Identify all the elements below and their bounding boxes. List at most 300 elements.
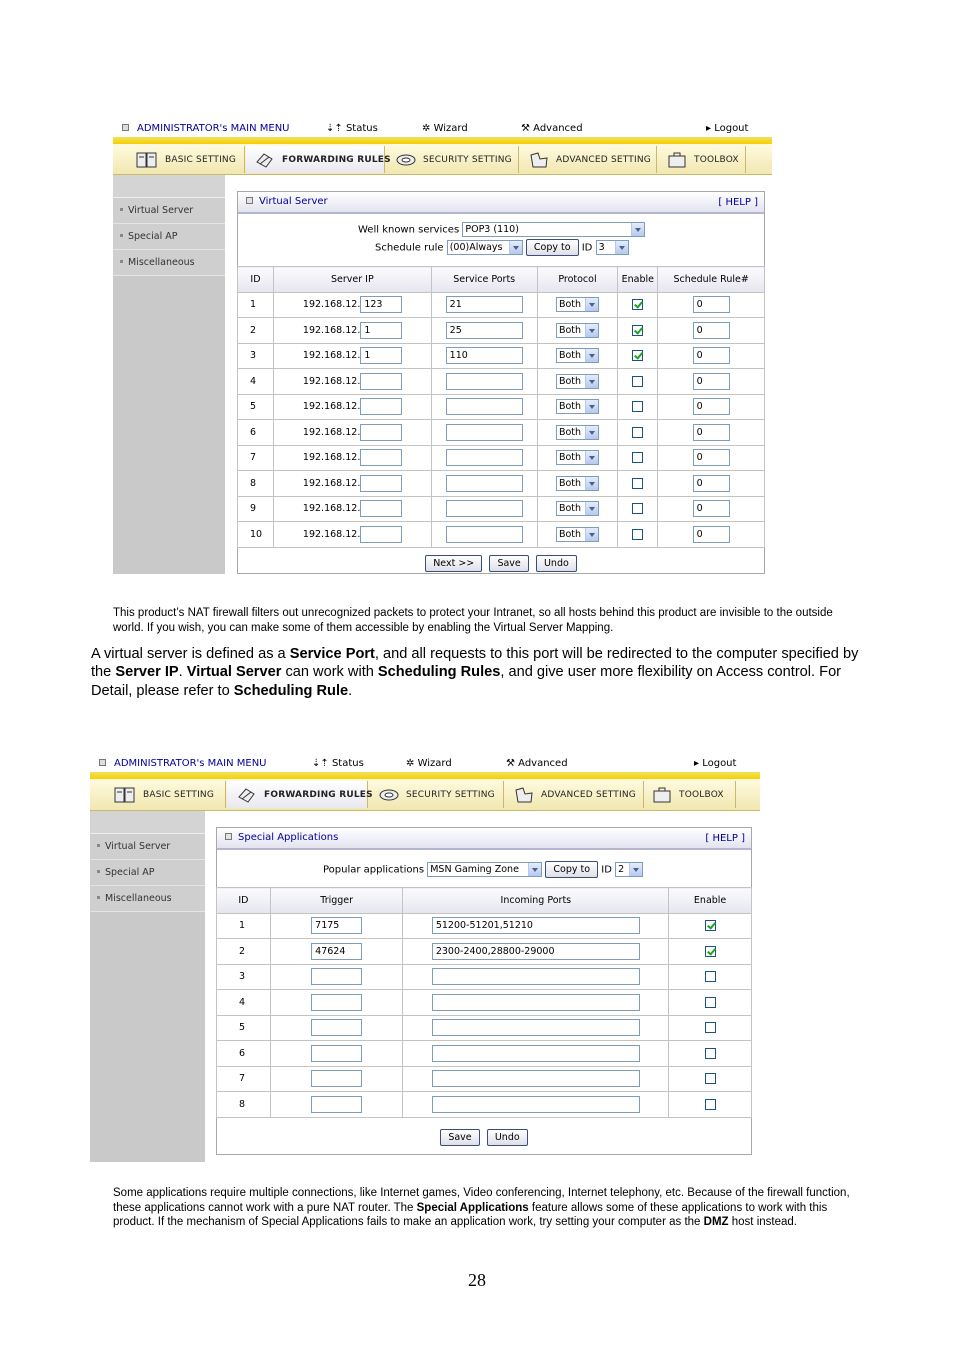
logout-label: Logout (714, 123, 749, 134)
tab-security-label: SECURITY SETTING (423, 154, 512, 165)
trigger-input[interactable] (311, 1096, 362, 1113)
enable-cell (618, 394, 658, 420)
server-ip-input[interactable]: 1 (360, 322, 402, 339)
row-id: 4 (238, 369, 274, 395)
security-icon (395, 150, 417, 170)
enable-checkbox[interactable] (632, 376, 643, 387)
server-ip-cell (273, 496, 431, 522)
tab-bar (90, 779, 760, 811)
tab-security-setting[interactable] (386, 146, 519, 173)
server-ip-cell (273, 343, 431, 369)
incoming-ports-cell (403, 1015, 669, 1041)
server-ip-cell (273, 522, 431, 548)
enable-checkbox[interactable] (705, 946, 716, 957)
paragraph-text: , and all requests to this port will be redirected to the computer specified by the (91, 646, 859, 681)
sidebar-item-miscellaneous[interactable] (113, 250, 225, 276)
wizard-link[interactable] (422, 123, 468, 134)
server-ip-cell (273, 471, 431, 497)
bullet-icon (97, 844, 100, 847)
dropdown-arrow-icon (528, 863, 541, 876)
enable-checkbox[interactable] (632, 529, 643, 540)
caption-bold: Special Applications (416, 1201, 529, 1214)
trigger-input[interactable] (311, 994, 362, 1011)
protocol-cell (537, 420, 618, 446)
incoming-ports-input[interactable] (432, 1045, 640, 1062)
schedule-rule-input[interactable]: 0 (693, 398, 730, 415)
sidebar-item-label: Virtual Server (128, 205, 194, 216)
undo-button[interactable]: Undo (536, 555, 577, 572)
dropdown-arrow-icon (509, 241, 522, 254)
server-ip-input[interactable]: 1 (360, 347, 402, 364)
save-button[interactable]: Save (489, 555, 528, 572)
undo-button[interactable]: Undo (487, 1129, 528, 1146)
trigger-cell (270, 913, 403, 939)
protocol-value: Both (558, 528, 582, 540)
row-id: 9 (238, 496, 274, 522)
enable-cell (618, 420, 658, 446)
schedule-rule-input[interactable]: 0 (693, 475, 730, 492)
well-known-row (358, 222, 645, 237)
service-ports-cell (431, 471, 537, 497)
server-ip-input[interactable] (360, 449, 402, 466)
enable-checkbox[interactable] (705, 1048, 716, 1059)
protocol-cell (537, 343, 618, 369)
enable-cell (618, 369, 658, 395)
book-icon (113, 785, 137, 805)
ip-prefix: 192.168.12. (302, 401, 361, 413)
incoming-ports-cell (403, 1066, 669, 1092)
table-row (238, 292, 765, 318)
enable-checkbox[interactable] (632, 325, 643, 336)
well-known-select[interactable] (462, 222, 645, 237)
enable-checkbox[interactable] (632, 478, 643, 489)
trigger-input[interactable] (311, 1045, 362, 1062)
schedule-rule-cell (658, 471, 765, 497)
server-ip-input[interactable] (360, 424, 402, 441)
bullet-icon (120, 260, 123, 263)
row-id: 1 (238, 292, 274, 318)
paragraph-text: , and give user more flexibility on Access control. For Detail, please refer to (91, 664, 842, 699)
incoming-ports-input[interactable]: 2300-2400,28800-29000 (432, 943, 640, 960)
row-id: 1 (217, 913, 271, 939)
enable-checkbox[interactable] (632, 299, 643, 310)
forwarding-icon (254, 150, 276, 170)
next-button[interactable]: Next >> (425, 555, 482, 572)
schedule-select[interactable] (447, 240, 523, 255)
protocol-value: Both (558, 503, 582, 515)
caption-special-apps (113, 1186, 855, 1230)
trigger-input[interactable] (311, 1070, 362, 1087)
schedule-rule-cell (658, 445, 765, 471)
server-ip-input[interactable] (360, 398, 402, 415)
service-ports-input[interactable] (446, 526, 523, 543)
schedule-row (375, 239, 629, 256)
protocol-select[interactable] (556, 399, 599, 414)
id-value: 3 (598, 242, 605, 253)
dropdown-arrow-icon (585, 400, 598, 413)
protocol-select[interactable] (556, 297, 599, 312)
trigger-input[interactable] (311, 968, 362, 985)
panel-square-icon (246, 197, 253, 204)
caption-text: host instead. (728, 1216, 797, 1228)
server-ip-input[interactable] (360, 373, 402, 390)
id-label: ID (601, 864, 612, 876)
protocol-select[interactable] (556, 425, 599, 440)
tab-basic-label: BASIC SETTING (143, 789, 215, 800)
enable-cell (618, 318, 658, 344)
advanced-link[interactable] (506, 758, 568, 769)
protocol-select[interactable] (556, 450, 599, 465)
ip-prefix: 192.168.12. (302, 426, 361, 438)
ip-prefix: 192.168.12. (302, 503, 361, 515)
protocol-value: Both (558, 350, 582, 362)
tab-forwarding-rules[interactable] (246, 146, 391, 173)
server-ip-input[interactable] (360, 500, 402, 517)
server-ip-cell (273, 420, 431, 446)
schedule-rule-cell (658, 496, 765, 522)
id-select[interactable] (596, 240, 629, 255)
dropdown-arrow-icon (585, 375, 598, 388)
ip-prefix: 192.168.12. (302, 528, 361, 540)
service-ports-input[interactable] (446, 500, 523, 517)
trigger-input[interactable]: 7175 (311, 917, 362, 934)
incoming-ports-input[interactable] (432, 1096, 640, 1113)
sidebar-item-label: Special AP (128, 231, 178, 242)
wizard-icon: ✲ (422, 123, 434, 134)
schedule-rule-cell (658, 292, 765, 318)
panel-title-bar (238, 192, 764, 214)
bullet-icon (97, 896, 100, 899)
row-id: 2 (238, 318, 274, 344)
protocol-cell (537, 394, 618, 420)
enable-checkbox[interactable] (705, 1073, 716, 1084)
server-ip-cell (273, 318, 431, 344)
dropdown-arrow-icon (585, 451, 598, 464)
trigger-input[interactable]: 47624 (311, 943, 362, 960)
enable-cell (669, 990, 752, 1016)
status-label: Status (331, 758, 364, 769)
enable-checkbox[interactable] (632, 427, 643, 438)
incoming-ports-input[interactable]: 51200-51201,51210 (432, 917, 640, 934)
protocol-value: Both (558, 401, 582, 413)
caption-bold: DMZ (703, 1216, 729, 1228)
incoming-ports-input[interactable] (432, 994, 640, 1011)
tab-security-setting[interactable] (369, 781, 504, 808)
help-link[interactable]: [ HELP ] (705, 833, 745, 844)
row-id: 6 (217, 1041, 271, 1067)
paragraph-bold: Virtual Server (186, 664, 282, 681)
protocol-select[interactable] (556, 501, 599, 516)
tab-toolbox-label: TOOLBOX (694, 154, 739, 165)
schedule-rule-input[interactable]: 0 (693, 373, 730, 390)
enable-checkbox[interactable] (705, 1099, 716, 1110)
server-ip-cell (273, 394, 431, 420)
enable-cell (618, 522, 658, 548)
schedule-rule-input[interactable]: 0 (693, 322, 730, 339)
dropdown-arrow-icon (585, 477, 598, 490)
schedule-rule-input[interactable]: 0 (693, 347, 730, 364)
wizard-label: Wizard (433, 123, 468, 134)
schedule-rule-cell (658, 318, 765, 344)
panel-title-text: Virtual Server (259, 196, 328, 207)
advanced-icon: ⚒ (506, 758, 519, 769)
server-ip-cell (273, 445, 431, 471)
table-row (217, 1092, 752, 1118)
sidebar-item-miscellaneous[interactable] (90, 886, 205, 912)
status-icon: ⇣⇡ (326, 123, 346, 134)
service-ports-input[interactable] (446, 475, 523, 492)
schedule-rule-input[interactable]: 0 (693, 526, 730, 543)
trigger-cell (270, 939, 403, 965)
wizard-icon: ✲ (406, 758, 418, 769)
enable-checkbox[interactable] (632, 503, 643, 514)
trigger-cell (270, 1041, 403, 1067)
copy-to-button[interactable]: Copy to (526, 239, 579, 256)
table-row (238, 496, 765, 522)
enable-cell (669, 1041, 752, 1067)
schedule-rule-cell (658, 522, 765, 548)
row-id: 3 (217, 964, 271, 990)
schedule-rule-input[interactable]: 0 (693, 296, 730, 313)
tab-advanced-setting[interactable] (505, 781, 644, 808)
protocol-cell (537, 496, 618, 522)
protocol-select[interactable] (556, 323, 599, 338)
dropdown-arrow-icon (585, 502, 598, 515)
status-label: Status (345, 123, 378, 134)
popular-apps-value: MSN Gaming Zone (430, 864, 519, 875)
sidebar-spacer (90, 811, 205, 834)
enable-cell (669, 964, 752, 990)
id-value: 2 (618, 864, 625, 875)
table-row (238, 420, 765, 446)
caption-text: Some applications require multiple connections, like Internet games, Video conferencing, Internet telephony, etc. Because of the firewall function, these applications cannot work with a pure NAT router. The (113, 1187, 850, 1214)
virtual-server-screenshot (113, 122, 772, 574)
paragraph-text: . (178, 664, 187, 681)
panel-title-text: Special Applications (238, 832, 339, 843)
protocol-value: Both (558, 477, 582, 489)
server-ip-cell (273, 292, 431, 318)
ip-prefix: 192.168.12. (302, 477, 361, 489)
tab-advanced-label: ADVANCED SETTING (541, 789, 636, 800)
advanced-setting-icon (513, 785, 535, 805)
sidebar-item-special-ap[interactable] (113, 224, 225, 250)
page-number: 28 (468, 1270, 486, 1290)
special-apps-panel (216, 827, 752, 1155)
sidebar (113, 175, 225, 574)
column-header: ID (217, 888, 271, 914)
dropdown-arrow-icon (585, 349, 598, 362)
special-apps-screenshot (90, 757, 760, 1162)
service-ports-cell (431, 394, 537, 420)
dropdown-arrow-icon (585, 426, 598, 439)
ip-prefix: 192.168.12. (302, 375, 361, 387)
enable-checkbox[interactable] (705, 1022, 716, 1033)
logout-link[interactable] (706, 123, 748, 134)
trigger-cell (270, 1092, 403, 1118)
table-row (217, 1015, 752, 1041)
row-id: 7 (217, 1066, 271, 1092)
service-ports-input[interactable] (446, 449, 523, 466)
schedule-rule-cell (658, 343, 765, 369)
incoming-ports-input[interactable] (432, 968, 640, 985)
row-id: 10 (238, 522, 274, 548)
protocol-select[interactable] (556, 527, 599, 542)
enable-checkbox[interactable] (632, 401, 643, 412)
sidebar-item-label: Miscellaneous (105, 893, 172, 904)
trigger-input[interactable] (311, 1019, 362, 1036)
server-ip-input[interactable] (360, 526, 402, 543)
enable-checkbox[interactable] (705, 971, 716, 982)
row-id: 5 (217, 1015, 271, 1041)
protocol-value: Both (558, 452, 582, 464)
copy-to-button[interactable]: Copy to (545, 861, 598, 878)
incoming-ports-cell (403, 1092, 669, 1118)
protocol-value: Both (558, 299, 582, 311)
tab-advanced-label: ADVANCED SETTING (556, 154, 651, 165)
enable-checkbox[interactable] (705, 997, 716, 1008)
service-ports-input[interactable]: 25 (446, 322, 523, 339)
protocol-select[interactable] (556, 374, 599, 389)
virtual-server-buttons (238, 555, 764, 572)
protocol-cell (537, 522, 618, 548)
table-row (238, 394, 765, 420)
protocol-select[interactable] (556, 348, 599, 363)
admin-main-menu[interactable] (99, 758, 267, 769)
wizard-label: Wizard (417, 758, 452, 769)
save-button[interactable]: Save (440, 1129, 479, 1146)
enable-checkbox[interactable] (632, 350, 643, 361)
incoming-ports-cell (403, 1041, 669, 1067)
menu-divider (90, 772, 760, 779)
menu-square-icon (122, 124, 129, 131)
column-header: Service Ports (431, 267, 537, 293)
logout-link[interactable] (694, 758, 736, 769)
protocol-select[interactable] (556, 476, 599, 491)
tab-toolbox[interactable] (645, 781, 736, 808)
incoming-ports-cell (403, 990, 669, 1016)
protocol-cell (537, 292, 618, 318)
service-ports-input[interactable]: 110 (446, 347, 523, 364)
enable-checkbox[interactable] (705, 920, 716, 931)
tab-toolbox[interactable] (658, 146, 746, 173)
row-id: 8 (217, 1092, 271, 1118)
server-ip-input[interactable]: 123 (360, 296, 402, 313)
protocol-value: Both (558, 324, 582, 336)
menu-divider (113, 137, 772, 144)
dropdown-arrow-icon (585, 324, 598, 337)
service-ports-input[interactable] (446, 373, 523, 390)
forwarding-icon (236, 785, 258, 805)
tab-forwarding-rules[interactable] (227, 781, 373, 808)
admin-menu-label: ADMINISTRATOR's MAIN MENU (114, 758, 267, 769)
sidebar-item-virtual-server[interactable] (113, 198, 225, 224)
enable-cell (618, 471, 658, 497)
protocol-value: Both (558, 426, 582, 438)
sidebar-item-label: Miscellaneous (128, 257, 195, 268)
table-row (238, 445, 765, 471)
tab-security-label: SECURITY SETTING (406, 789, 495, 800)
well-known-value: POP3 (110) (465, 224, 519, 235)
schedule-rule-input[interactable]: 0 (693, 449, 730, 466)
table-row (217, 990, 752, 1016)
table-row (238, 318, 765, 344)
server-ip-input[interactable] (360, 475, 402, 492)
tab-basic-setting[interactable] (107, 781, 226, 808)
panel-title-bar (217, 828, 751, 850)
paragraph-text: can work with (281, 664, 378, 681)
protocol-cell (537, 369, 618, 395)
sidebar-item-virtual-server[interactable] (90, 834, 205, 860)
toolbox-icon (666, 150, 688, 170)
wizard-link[interactable] (406, 758, 452, 769)
enable-checkbox[interactable] (632, 452, 643, 463)
sidebar-item-label: Virtual Server (105, 841, 171, 852)
advanced-setting-icon (528, 150, 550, 170)
protocol-cell (537, 445, 618, 471)
dropdown-arrow-icon (615, 241, 628, 254)
schedule-value: (00)Always (449, 242, 503, 253)
schedule-rule-input[interactable]: 0 (693, 424, 730, 441)
schedule-rule-input[interactable]: 0 (693, 500, 730, 517)
dropdown-arrow-icon (629, 863, 642, 876)
advanced-link[interactable] (521, 123, 583, 134)
popular-apps-select[interactable] (427, 862, 542, 877)
status-link[interactable] (312, 758, 364, 769)
caption-text: This product’s NAT firewall filters out unrecognized packets to protect your Intranet, so all hosts behind this product are invisible to the outside world. If you wish, you can make some of them accessible by enabling the Virtual Server Mapping. (113, 607, 833, 634)
paragraph-bold: Scheduling Rule (233, 682, 349, 699)
popular-apps-row (323, 861, 643, 878)
schedule-label: Schedule rule (375, 242, 444, 254)
admin-main-menu[interactable] (122, 123, 290, 134)
incoming-ports-input[interactable] (432, 1019, 640, 1036)
advanced-icon: ⚒ (521, 123, 534, 134)
incoming-ports-input[interactable] (432, 1070, 640, 1087)
row-id: 2 (217, 939, 271, 965)
help-link[interactable]: [ HELP ] (718, 197, 758, 208)
body-paragraph (91, 645, 861, 700)
service-ports-input[interactable]: 21 (446, 296, 523, 313)
table-row (238, 343, 765, 369)
advanced-label: Advanced (518, 758, 568, 769)
table-row (238, 471, 765, 497)
trigger-cell (270, 964, 403, 990)
id-select[interactable] (615, 862, 643, 877)
service-ports-input[interactable] (446, 398, 523, 415)
column-header: Protocol (537, 267, 618, 293)
book-icon (135, 150, 159, 170)
enable-cell (669, 939, 752, 965)
table-row (238, 369, 765, 395)
incoming-ports-cell (403, 913, 669, 939)
logout-arrow-icon: ▸ (706, 123, 715, 134)
tab-basic-setting[interactable] (131, 146, 245, 173)
incoming-ports-cell (403, 964, 669, 990)
ip-prefix: 192.168.12. (302, 299, 361, 311)
caption-text: feature allows some of these applications to work with this product. If the mechanism of Special Applications fails to make an application work, try setting your computer as the (113, 1201, 828, 1228)
service-ports-input[interactable] (446, 424, 523, 441)
toolbox-icon (651, 785, 673, 805)
virtual-server-panel (237, 191, 765, 574)
column-header: Enable (618, 267, 658, 293)
row-id: 6 (238, 420, 274, 446)
status-link[interactable] (326, 123, 378, 134)
trigger-cell (270, 990, 403, 1016)
tab-advanced-setting[interactable] (520, 146, 657, 173)
service-ports-cell (431, 420, 537, 446)
sidebar-item-special-ap[interactable] (90, 860, 205, 886)
security-icon (378, 785, 400, 805)
paragraph-text: . (348, 682, 353, 699)
